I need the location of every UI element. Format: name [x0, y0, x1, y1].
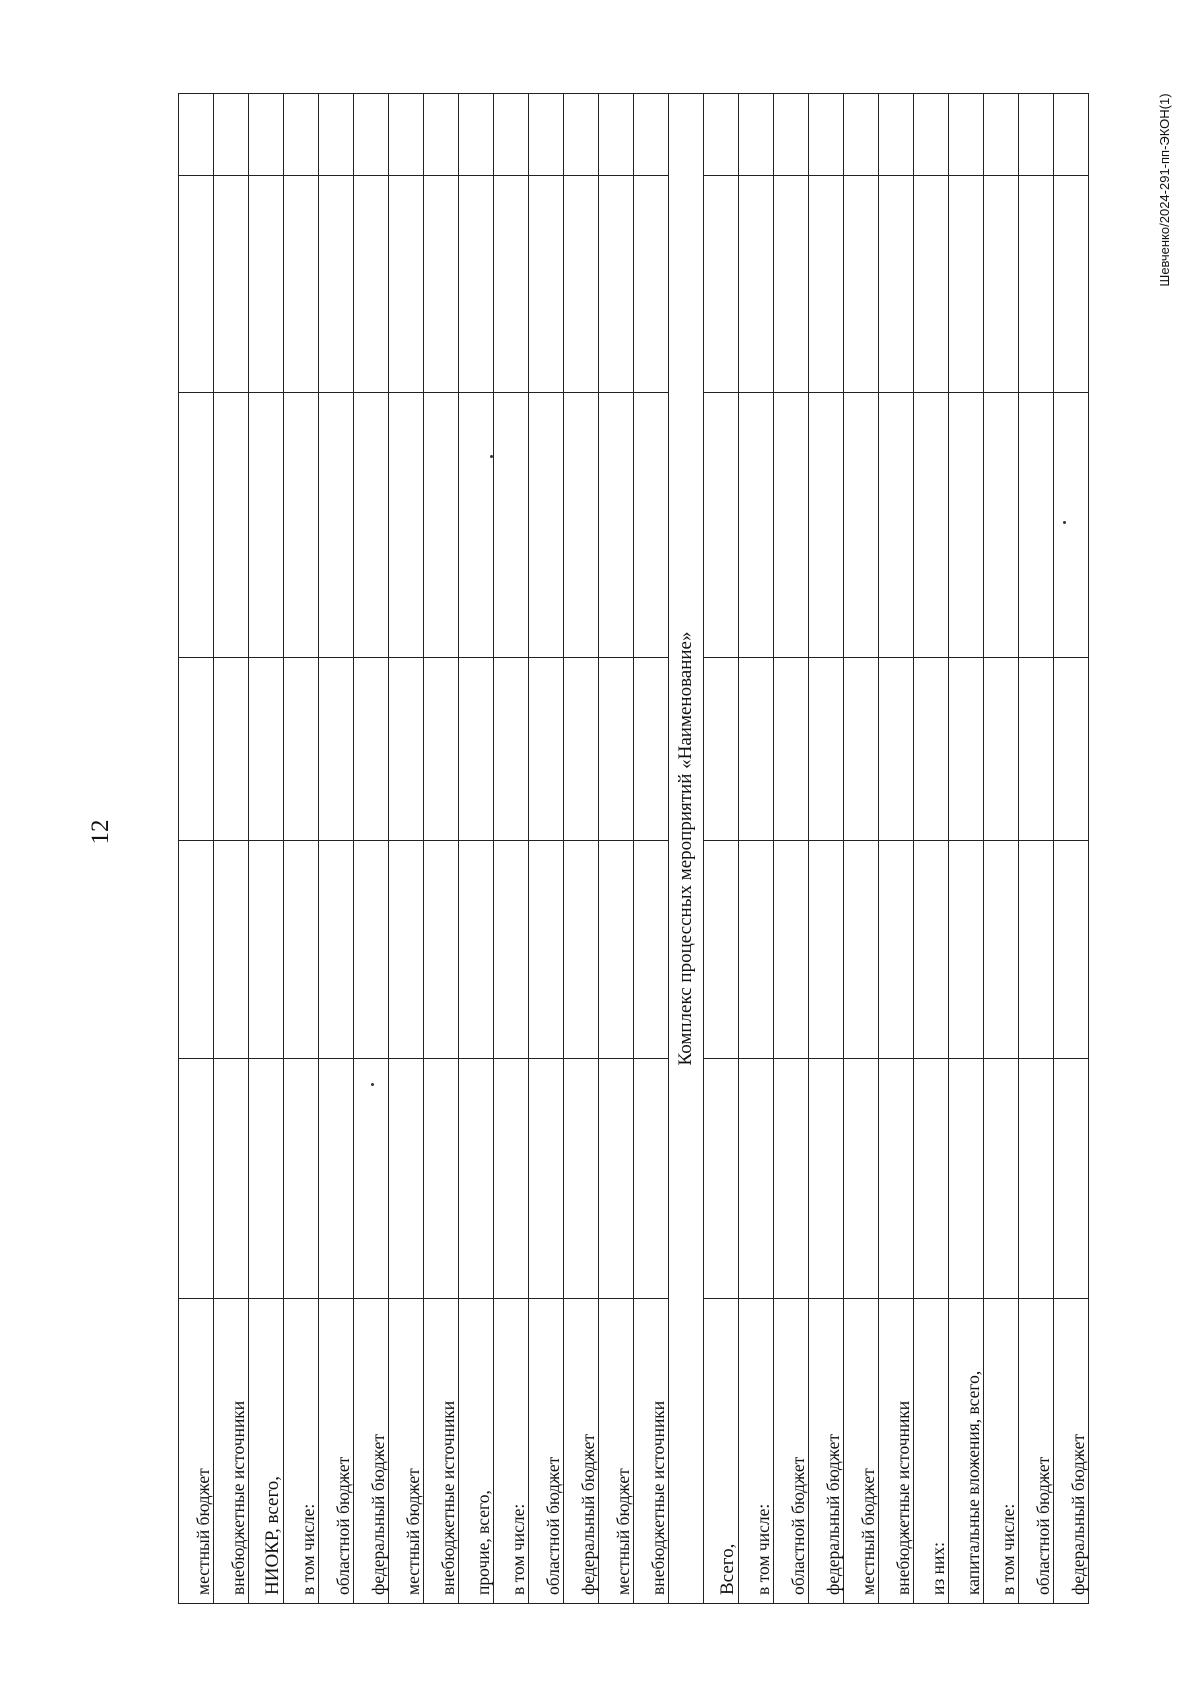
value-cell: [249, 841, 284, 1059]
page-number: 12: [87, 819, 114, 845]
value-cell: [739, 658, 774, 841]
value-cell: [389, 841, 424, 1059]
value-cell: [494, 393, 529, 658]
table-row: [354, 94, 389, 1604]
value-cell: [1054, 176, 1089, 393]
value-cell: [459, 658, 494, 841]
value-cell: [739, 393, 774, 658]
value-cell: [389, 658, 424, 841]
value-cell: [739, 176, 774, 393]
value-cell: [704, 658, 739, 841]
value-cell: [634, 176, 669, 393]
value-cell: [354, 1059, 389, 1299]
row-label: местный бюджет: [844, 1299, 879, 1604]
table-row: [529, 94, 564, 1604]
value-cell: [564, 393, 599, 658]
value-cell: [494, 176, 529, 393]
value-cell: [879, 176, 914, 393]
value-cell: [774, 841, 809, 1059]
value-cell: [389, 393, 424, 658]
value-cell: [1019, 393, 1054, 658]
row-label: внебюджетные источники: [879, 1299, 914, 1604]
value-cell: [949, 94, 984, 176]
value-cell: [179, 176, 214, 393]
value-cell: [389, 1059, 424, 1299]
value-cell: [319, 94, 354, 176]
value-cell: [879, 1059, 914, 1299]
table-row: [844, 94, 879, 1604]
value-cell: [634, 94, 669, 176]
table-row: [389, 94, 424, 1604]
value-cell: [354, 841, 389, 1059]
value-cell: [949, 658, 984, 841]
value-cell: [249, 658, 284, 841]
scan-speck: [490, 455, 493, 458]
value-cell: [529, 1059, 564, 1299]
value-cell: [774, 1059, 809, 1299]
value-cell: [179, 1059, 214, 1299]
value-cell: [844, 176, 879, 393]
value-cell: [879, 94, 914, 176]
value-cell: [1054, 841, 1089, 1059]
value-cell: [774, 393, 809, 658]
value-cell: [214, 658, 249, 841]
table-row: [704, 94, 739, 1604]
value-cell: [809, 658, 844, 841]
value-cell: [984, 841, 1019, 1059]
section-row: [669, 94, 704, 1604]
value-cell: [459, 176, 494, 393]
value-cell: [459, 94, 494, 176]
value-cell: [214, 1059, 249, 1299]
value-cell: [564, 658, 599, 841]
value-cell: [844, 658, 879, 841]
table-row: [739, 94, 774, 1604]
value-cell: [879, 841, 914, 1059]
value-cell: [459, 1059, 494, 1299]
value-cell: [949, 841, 984, 1059]
value-cell: [319, 393, 354, 658]
value-cell: [494, 841, 529, 1059]
value-cell: [354, 393, 389, 658]
row-label: прочие, всего,: [459, 1299, 494, 1604]
value-cell: [354, 176, 389, 393]
row-label: из них:: [914, 1299, 949, 1604]
value-cell: [1019, 658, 1054, 841]
value-cell: [494, 658, 529, 841]
value-cell: [984, 393, 1019, 658]
value-cell: [284, 1059, 319, 1299]
value-cell: [214, 841, 249, 1059]
value-cell: [529, 176, 564, 393]
value-cell: [809, 94, 844, 176]
table-row: [774, 94, 809, 1604]
value-cell: [179, 658, 214, 841]
value-cell: [1054, 393, 1089, 658]
value-cell: [984, 1059, 1019, 1299]
value-cell: [214, 94, 249, 176]
row-label: областной бюджет: [529, 1299, 564, 1604]
table-row: [879, 94, 914, 1604]
table-row: [634, 94, 669, 1604]
value-cell: [284, 176, 319, 393]
value-cell: [984, 658, 1019, 841]
value-cell: [844, 94, 879, 176]
value-cell: [249, 176, 284, 393]
value-cell: [284, 393, 319, 658]
value-cell: [914, 94, 949, 176]
section-title: Комплекс процессных мероприятий «Наименование»: [669, 94, 704, 1604]
value-cell: [354, 94, 389, 176]
value-cell: [564, 1059, 599, 1299]
value-cell: [704, 94, 739, 176]
value-cell: [319, 841, 354, 1059]
value-cell: [809, 176, 844, 393]
value-cell: [564, 94, 599, 176]
value-cell: [774, 94, 809, 176]
value-cell: [949, 176, 984, 393]
financing-table: [178, 93, 1089, 1604]
row-label: в том числе:: [494, 1299, 529, 1604]
value-cell: [1054, 94, 1089, 176]
value-cell: [914, 658, 949, 841]
value-cell: [879, 393, 914, 658]
value-cell: [599, 658, 634, 841]
value-cell: [494, 1059, 529, 1299]
value-cell: [599, 176, 634, 393]
value-cell: [739, 94, 774, 176]
table-row: [599, 94, 634, 1604]
value-cell: [984, 176, 1019, 393]
value-cell: [914, 393, 949, 658]
value-cell: [809, 1059, 844, 1299]
value-cell: [319, 176, 354, 393]
table-row: [564, 94, 599, 1604]
value-cell: [599, 841, 634, 1059]
row-label: внебюджетные источники: [214, 1299, 249, 1604]
value-cell: [1019, 176, 1054, 393]
value-cell: [424, 393, 459, 658]
row-label: областной бюджет: [774, 1299, 809, 1604]
value-cell: [949, 393, 984, 658]
table-row: [214, 94, 249, 1604]
value-cell: [704, 841, 739, 1059]
row-label: Всего,: [704, 1299, 739, 1604]
value-cell: [529, 841, 564, 1059]
scan-speck: [371, 1083, 374, 1086]
value-cell: [459, 841, 494, 1059]
value-cell: [529, 393, 564, 658]
value-cell: [319, 1059, 354, 1299]
table-row: [984, 94, 1019, 1604]
value-cell: [739, 841, 774, 1059]
table-row: [494, 94, 529, 1604]
value-cell: [634, 841, 669, 1059]
value-cell: [424, 176, 459, 393]
table-row: [949, 94, 984, 1604]
value-cell: [249, 94, 284, 176]
value-cell: [599, 1059, 634, 1299]
value-cell: [984, 94, 1019, 176]
value-cell: [319, 658, 354, 841]
value-cell: [774, 658, 809, 841]
value-cell: [914, 1059, 949, 1299]
value-cell: [914, 176, 949, 393]
row-label: областной бюджет: [1019, 1299, 1054, 1604]
value-cell: [599, 94, 634, 176]
table-row: [249, 94, 284, 1604]
row-label: в том числе:: [739, 1299, 774, 1604]
value-cell: [844, 841, 879, 1059]
value-cell: [809, 393, 844, 658]
table-row: [424, 94, 459, 1604]
value-cell: [179, 841, 214, 1059]
value-cell: [529, 94, 564, 176]
row-label: федеральный бюджет: [1054, 1299, 1089, 1604]
value-cell: [809, 841, 844, 1059]
value-cell: [704, 1059, 739, 1299]
row-label: федеральный бюджет: [354, 1299, 389, 1604]
value-cell: [179, 94, 214, 176]
table-row: [179, 94, 214, 1604]
table-body-top: [179, 94, 669, 1604]
row-label: внебюджетные источники: [424, 1299, 459, 1604]
value-cell: [389, 94, 424, 176]
value-cell: [214, 393, 249, 658]
value-cell: [284, 94, 319, 176]
value-cell: [284, 841, 319, 1059]
value-cell: [214, 176, 249, 393]
financing-table-container: [178, 94, 1088, 1604]
row-label: местный бюджет: [599, 1299, 634, 1604]
value-cell: [844, 1059, 879, 1299]
value-cell: [1019, 841, 1054, 1059]
value-cell: [459, 393, 494, 658]
value-cell: [599, 393, 634, 658]
row-label: внебюджетные источники: [634, 1299, 669, 1604]
row-label: федеральный бюджет: [564, 1299, 599, 1604]
scan-speck: [1063, 521, 1066, 524]
value-cell: [564, 841, 599, 1059]
value-cell: [424, 658, 459, 841]
document-code: Шевченко/2024-291-пп-ЭКОН(1): [1157, 93, 1172, 287]
value-cell: [424, 841, 459, 1059]
value-cell: [1054, 658, 1089, 841]
value-cell: [249, 1059, 284, 1299]
value-cell: [179, 393, 214, 658]
table-body-bottom: [704, 94, 1089, 1604]
value-cell: [1054, 1059, 1089, 1299]
value-cell: [389, 176, 424, 393]
value-cell: [634, 393, 669, 658]
value-cell: [634, 1059, 669, 1299]
table-row: [319, 94, 354, 1604]
row-label: областной бюджет: [319, 1299, 354, 1604]
table-row: [459, 94, 494, 1604]
value-cell: [914, 841, 949, 1059]
table-row: [809, 94, 844, 1604]
value-cell: [774, 176, 809, 393]
row-label: в том числе:: [984, 1299, 1019, 1604]
value-cell: [494, 94, 529, 176]
value-cell: [879, 658, 914, 841]
value-cell: [634, 658, 669, 841]
row-label: федеральный бюджет: [809, 1299, 844, 1604]
value-cell: [284, 658, 319, 841]
table-row: [284, 94, 319, 1604]
value-cell: [424, 94, 459, 176]
table-row: [914, 94, 949, 1604]
value-cell: [529, 658, 564, 841]
value-cell: [564, 176, 599, 393]
table-row: [1054, 94, 1089, 1604]
row-label: в том числе:: [284, 1299, 319, 1604]
row-label: местный бюджет: [389, 1299, 424, 1604]
row-label: НИОКР, всего,: [249, 1299, 284, 1604]
value-cell: [249, 393, 284, 658]
table-row: [1019, 94, 1054, 1604]
value-cell: [1019, 1059, 1054, 1299]
value-cell: [844, 393, 879, 658]
table-section: [669, 94, 704, 1604]
value-cell: [739, 1059, 774, 1299]
value-cell: [704, 393, 739, 658]
value-cell: [1019, 94, 1054, 176]
row-label: капитальные вложения, всего,: [949, 1299, 984, 1604]
value-cell: [949, 1059, 984, 1299]
value-cell: [704, 176, 739, 393]
value-cell: [354, 658, 389, 841]
row-label: местный бюджет: [179, 1299, 214, 1604]
value-cell: [424, 1059, 459, 1299]
